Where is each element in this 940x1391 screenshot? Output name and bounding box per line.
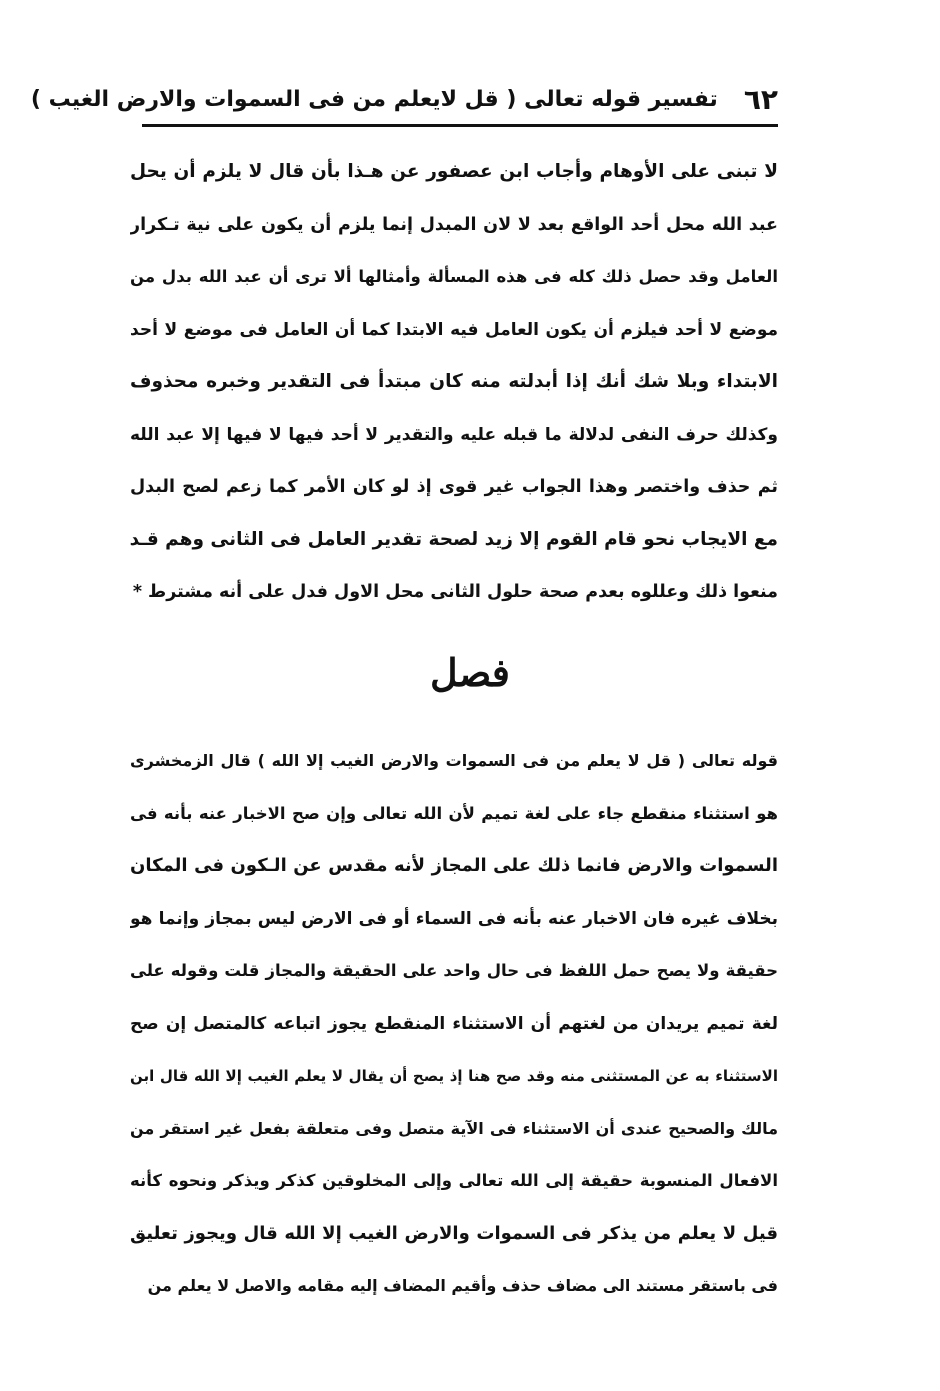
text-line: فى باستقر مستند الى مضاف حذف وأقيم المضاف إليه مقامه والاصل لا يعلم من (147, 1276, 778, 1295)
header-rule (142, 124, 778, 127)
text-line: السموات والارض فانما ذلك على المجاز لأنه مقدس عن الـكون فى المكان (130, 855, 778, 876)
text-line: هو استثناء منقطع جاء على لغة تميم لأن الله تعالى وإن صح الاخبار عنه بأنه فى (130, 803, 778, 823)
text-line: لغة تميم يريدان من لغتهم أن الاستثناء المنقطع يجوز اتباعه كالمتصل إن صح (130, 1013, 778, 1034)
text-line: ثم حذف واختصر وهذا الجواب غير قوى إذ لو كان الأمر كما زعم لصح البدل (130, 477, 778, 497)
text-line: قوله تعالى ( قل لا يعلم من فى السموات والارض الغيب إلا الله ) قال الزمخشرى (130, 751, 778, 770)
text-line: حقيقة ولا يصح حمل اللفظ فى حال واحد على الحقيقة والمجاز قلت وقوله على (130, 961, 778, 980)
running-title: تفسير قوله تعالى ( قل لايعلم من فى السموات والارض الغيب ) (30, 86, 718, 112)
text-line: الابتداء وبلا شك أنك إذا أبدلته منه كان مبتدأ فى التقدير وخبره محذوف (130, 371, 778, 392)
text-line: منعوا ذلك وعللوه بعدم صحة حلول الثانى محل الاول فدل على أنه مشترط * (132, 582, 778, 602)
section-heading: فصل (430, 650, 510, 695)
text-line: مالك والصحيح عندى أن الاستثناء فى الآية متصل وفى متعلقة بفعل غير استقر من (130, 1118, 778, 1138)
text-line: عبد الله محل أحد الواقع بعد لا لان المبدل إنما يلزم أن يكون على نية تـكرار (130, 214, 778, 235)
text-line: لا تبنى على الأوهام وأجاب ابن عصفور عن هـذا بأن قال لا يلزم أن يحل (130, 161, 778, 182)
paragraph-2 (130, 735, 778, 1313)
page-header (30, 78, 778, 120)
page-number: ٦٢ (743, 82, 778, 116)
text-line: مع الايجاب نحو قام القوم إلا زيد لصحة تقدير العامل فى الثانى وهم قـد (130, 528, 778, 550)
text-line: موضع لا أحد فيلزم أن يكون العامل فيه الابتدا كما أن العامل فى موضع لا أحد (130, 319, 778, 340)
text-line: الافعال المنسوبة حقيقة إلى الله تعالى وإلى المخلوقين كذكر ويذكر ونحوه كأنه (130, 1171, 778, 1190)
text-line: العامل وقد حصل ذلك كله فى هذه المسألة وأمثالها ألا ترى أن عبد الله بدل من (130, 267, 778, 286)
paragraph-1 (130, 146, 778, 619)
text-line: وكذلك حرف النفى لدلالة ما قبله عليه والتقدير لا أحد فيها لا فيها إلا عبد الله (130, 424, 778, 445)
text-line: بخلاف غيره فان الاخبار عنه بأنه فى السماء أو فى الارض ليس بمجاز وإنما هو (130, 908, 778, 929)
text-line: قيل لا يعلم من يذكر فى السموات والارض الغيب إلا الله قال ويجوز تعليق (130, 1222, 778, 1244)
text-line: الاستثناء به عن المستثنى منه وقد صح هنا إذ يصح أن يقال لا يعلم الغيب إلا الله قال ابن (130, 1067, 778, 1085)
